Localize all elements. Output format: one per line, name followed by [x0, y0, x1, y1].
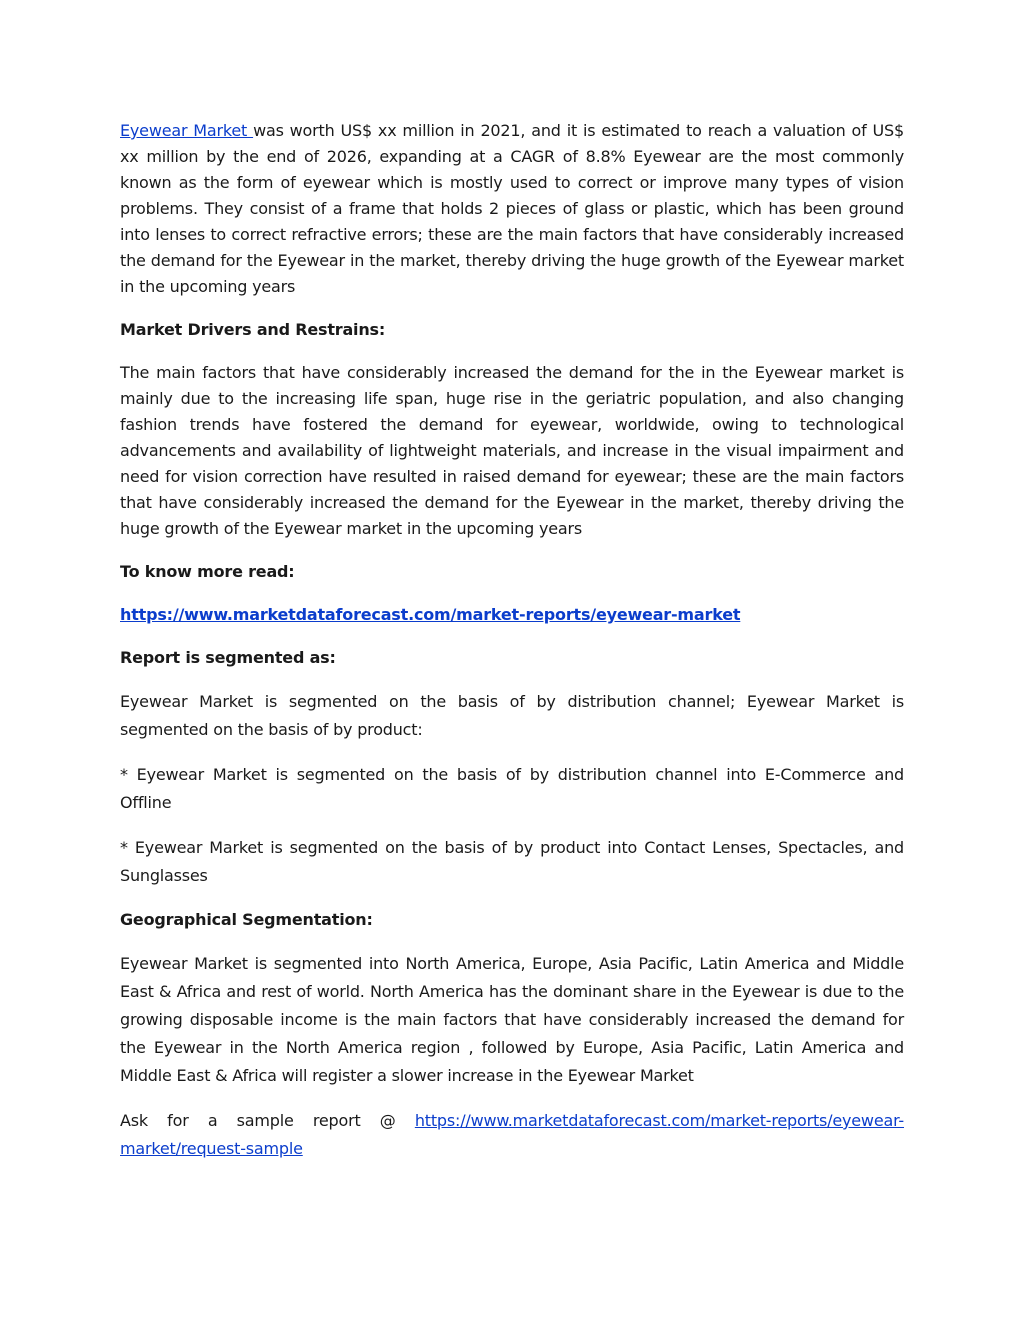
segment-bullet-product: * Eyewear Market is segmented on the basis of by product into Contact Lenses, Spectacles, and Sunglasses: [120, 838, 904, 885]
report-url-link[interactable]: https://www.marketdataforecast.com/market-reports/eyewear-market: [120, 605, 741, 624]
geo-paragraph: Eyewear Market is segmented into North America, Europe, Asia Pacific, Latin America and Middle East & Africa and rest of world. North America has the dominant share in the Eyewear is due to the growing disposable income is the main factors that have considerably increased the demand for the Eyewear in the North America region , followed by Europe, Asia Pacific, Latin America and Middle East & Africa will register a slower increase in the Eyewear Market: [120, 954, 904, 1085]
geo-heading: Geographical Segmentation:: [120, 910, 373, 929]
segmented-heading: Report is segmented as:: [120, 648, 336, 667]
segment-bullet-distribution: * Eyewear Market is segmented on the basis of by distribution channel into E-Commerce and Offline: [120, 765, 904, 812]
drivers-heading: Market Drivers and Restrains:: [120, 320, 386, 339]
sample-prefix: Ask for a sample report @: [120, 1111, 415, 1130]
sample-paragraph: [120, 1107, 904, 1163]
intro-text: was worth US$ xx million in 2021, and it is estimated to reach a valuation of US$ xx million by the end of 2026, expanding at a CAGR of 8.8% Eyewear are the most commonly known as the form of eyewear which is mostly used to correct or improve many types of vision problems. They consist of a frame that holds 2 pieces of glass or plastic, which has been ground into lenses to correct refractive errors; these are the main factors that have considerably increased the demand for the Eyewear in the market, thereby driving the huge growth of the Eyewear market in the upcoming years: [120, 121, 904, 296]
drivers-paragraph: The main factors that have considerably increased the demand for the in the Eyewear market is mainly due to the increasing life span, huge rise in the geriatric population, and also changing fashion trends have fostered the demand for eyewear, worldwide, owing to technological advancements and availability of lightweight materials, and increase in the visual impairment and need for vision correction have resulted in raised demand for eyewear; these are the main factors that have considerably increased the demand for the Eyewear in the market, thereby driving the huge growth of the Eyewear market in the upcoming years: [120, 363, 904, 538]
sample-request-link[interactable]: https://www.marketdataforecast.com/market-reports/eyewear-market/request-sample: [120, 1111, 904, 1158]
segmented-paragraph: Eyewear Market is segmented on the basis of by distribution channel; Eyewear Market is segmented on the basis of by product:: [120, 692, 904, 739]
document-page: [120, 118, 904, 1180]
intro-paragraph: [120, 118, 904, 300]
know-more-link-paragraph: [120, 602, 904, 628]
know-more-heading: To know more read:: [120, 562, 295, 581]
eyewear-market-link[interactable]: Eyewear Market: [120, 121, 254, 140]
